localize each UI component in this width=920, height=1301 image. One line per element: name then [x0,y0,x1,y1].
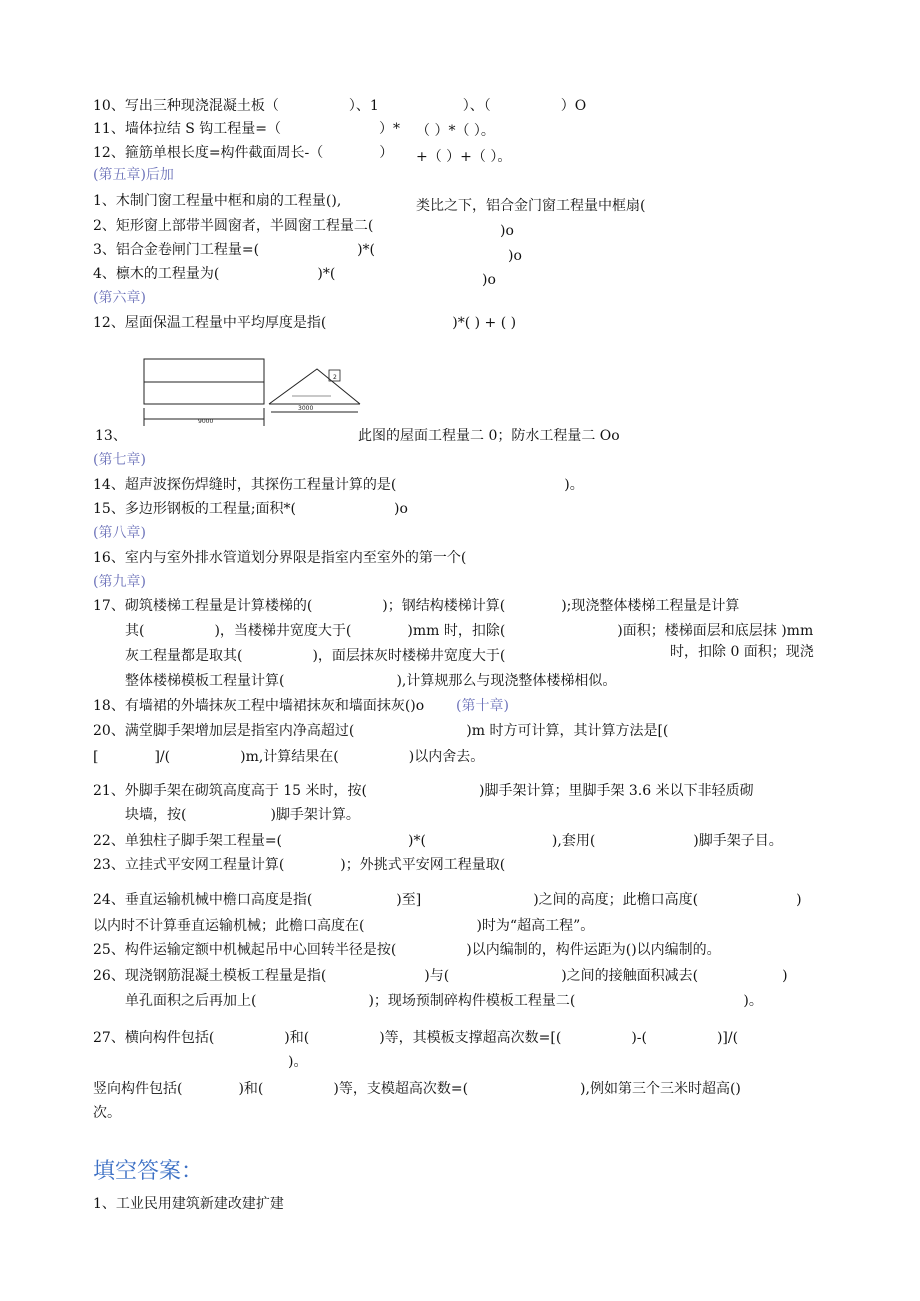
c5-q4: 4、檩木的工程量为( )*( [93,266,336,282]
c5-q3-tail: )o [508,248,522,264]
c8-q16: 16、室内与室外排水管道划分界限是指室内至室外的第一个( [93,550,467,566]
c7-q15: 15、多边形钢板的工程量;面积*( )o [93,501,408,517]
q11: 11、墙体拉结 S 钩工程量=（ ）* [93,121,401,137]
c10-q26: 26、现浇钢筋混凝土模板工程量是指( )与( )之间的接触面积减去( ) [93,968,788,984]
c5-q1: 1、木制门窗工程量中框和扇的工程量(), [93,193,342,209]
answers-heading: 填空答案： [93,1159,204,1184]
c10-q21: 21、外脚手架在砌筑高度高于 15 米时，按( )脚手架计算；里脚手架 3.6 米以下非轻质砌 [93,783,754,799]
c10-q24-line2: 以内时不计算垂直运输机械；此檐口高度在( )时为“超高工程”。 [93,918,595,934]
dim-label-right: 3000 [298,405,314,412]
c5-q2: 2、矩形窗上部带半圆窗者，半圆窗工程量二( [93,218,374,234]
answer-1: 1、工业民用建筑新建改建扩建 [93,1196,284,1212]
c9-q17-right: 时，扣除 0 面积；现浇 [670,644,814,660]
c10-q27-line2: )。 [288,1054,308,1070]
c6-q12: 12、屋面保温工程量中平均厚度是指( )*( ) + ( ) [93,315,517,331]
q10: 10、写出三种现浇混凝土板（ ）、1 ）、（ ）O [93,98,587,114]
dim-label-left: 9000 [198,418,214,425]
c5-q3: 3、铝合金卷闸门工程量=( )*( [93,242,376,258]
c10-q25: 25、构件运输定额中机械起吊中心回转半径是按( )以内编制的，构件运距为()以内编制的。 [93,942,721,958]
c10-q27-line4: 次。 [93,1105,121,1121]
c10-q23: 23、立挂式平安网工程量计算( )；外挑式平安网工程量取( [93,857,506,873]
chapter-10: (第十章) [456,698,509,714]
c9-q17-line3: 灰工程量都是取其( )，面层抹灰时楼梯井宽度大于( [125,648,506,664]
chapter-7: (第七章) [93,452,146,468]
c5-q4-tail: )o [482,272,496,288]
c10-q24: 24、垂直运输机械中檐口高度是指( )至] )之间的高度；此檐口高度( ) [93,892,802,908]
chapter-5: (第五章)后加 [93,167,174,183]
c6-q13-text: 此图的屋面工程量二 0；防水工程量二 Oo [358,428,620,444]
q11-tail: （ ）*（ ）。 [416,123,495,139]
c10-q27: 27、横向构件包括( )和( )等，其模板支撑超高次数=[( )-( )]/( [93,1030,739,1046]
q12-tail: +（ ）+（ ）。 [416,149,512,165]
slope-label: 2 [333,374,337,381]
c10-q22: 22、单独柱子脚手架工程量=( )*( ),套用( )脚手架子目。 [93,833,783,849]
chapter-9: (第九章) [93,574,146,590]
c10-q26-line2: 单孔面积之后再加上( )；现场预制碎构件模板工程量二( )。 [125,993,763,1009]
c10-q20-line2: [ ]/( )m,计算结果在( )以内舍去。 [93,749,485,765]
q12: 12、箍筋单根长度=构件截面周长-（ ） [93,145,394,161]
chapter-8: (第八章) [93,525,146,541]
c9-q17-line2: 其( )，当楼梯井宽度大于( )mm 时，扣除( )面积；楼梯面层和底层抹 )mm [125,623,814,639]
c5-q2-tail: )o [500,223,514,239]
c7-q14: 14、超声波探伤焊缝时，其探伤工程量计算的是( )。 [93,477,584,493]
c10-q21-line2: 块墙，按( )脚手架计算。 [125,807,360,823]
c10-q20: 20、满堂脚手架增加层是指室内净高超过( )m 时方可计算，其计算方法是[( [93,723,669,739]
c6-q13: 13、 [95,428,127,444]
roof-section [269,369,360,404]
c9-q17: 17、砌筑楼梯工程量是计算楼梯的( )；钢结构楼梯计算( );现浇整体楼梯工程量是计算 [93,598,740,614]
c10-q27-line3: 竖向构件包括( )和( )等，支模超高次数=( ),例如第三个三米时超高() [93,1081,741,1097]
c5-q1-tail: 类比之下，铝合金门窗工程量中框扇( [416,198,646,214]
chapter-6: (第六章) [93,290,146,306]
c9-q18: 18、有墙裙的外墙抹灰工程中墙裙抹灰和墙面抹灰()o [93,698,425,714]
roof-diagram [138,356,363,434]
c9-q17-line4: 整体楼梯模板工程量计算( ),计算规那么与现浇整体楼梯相似。 [125,673,617,689]
